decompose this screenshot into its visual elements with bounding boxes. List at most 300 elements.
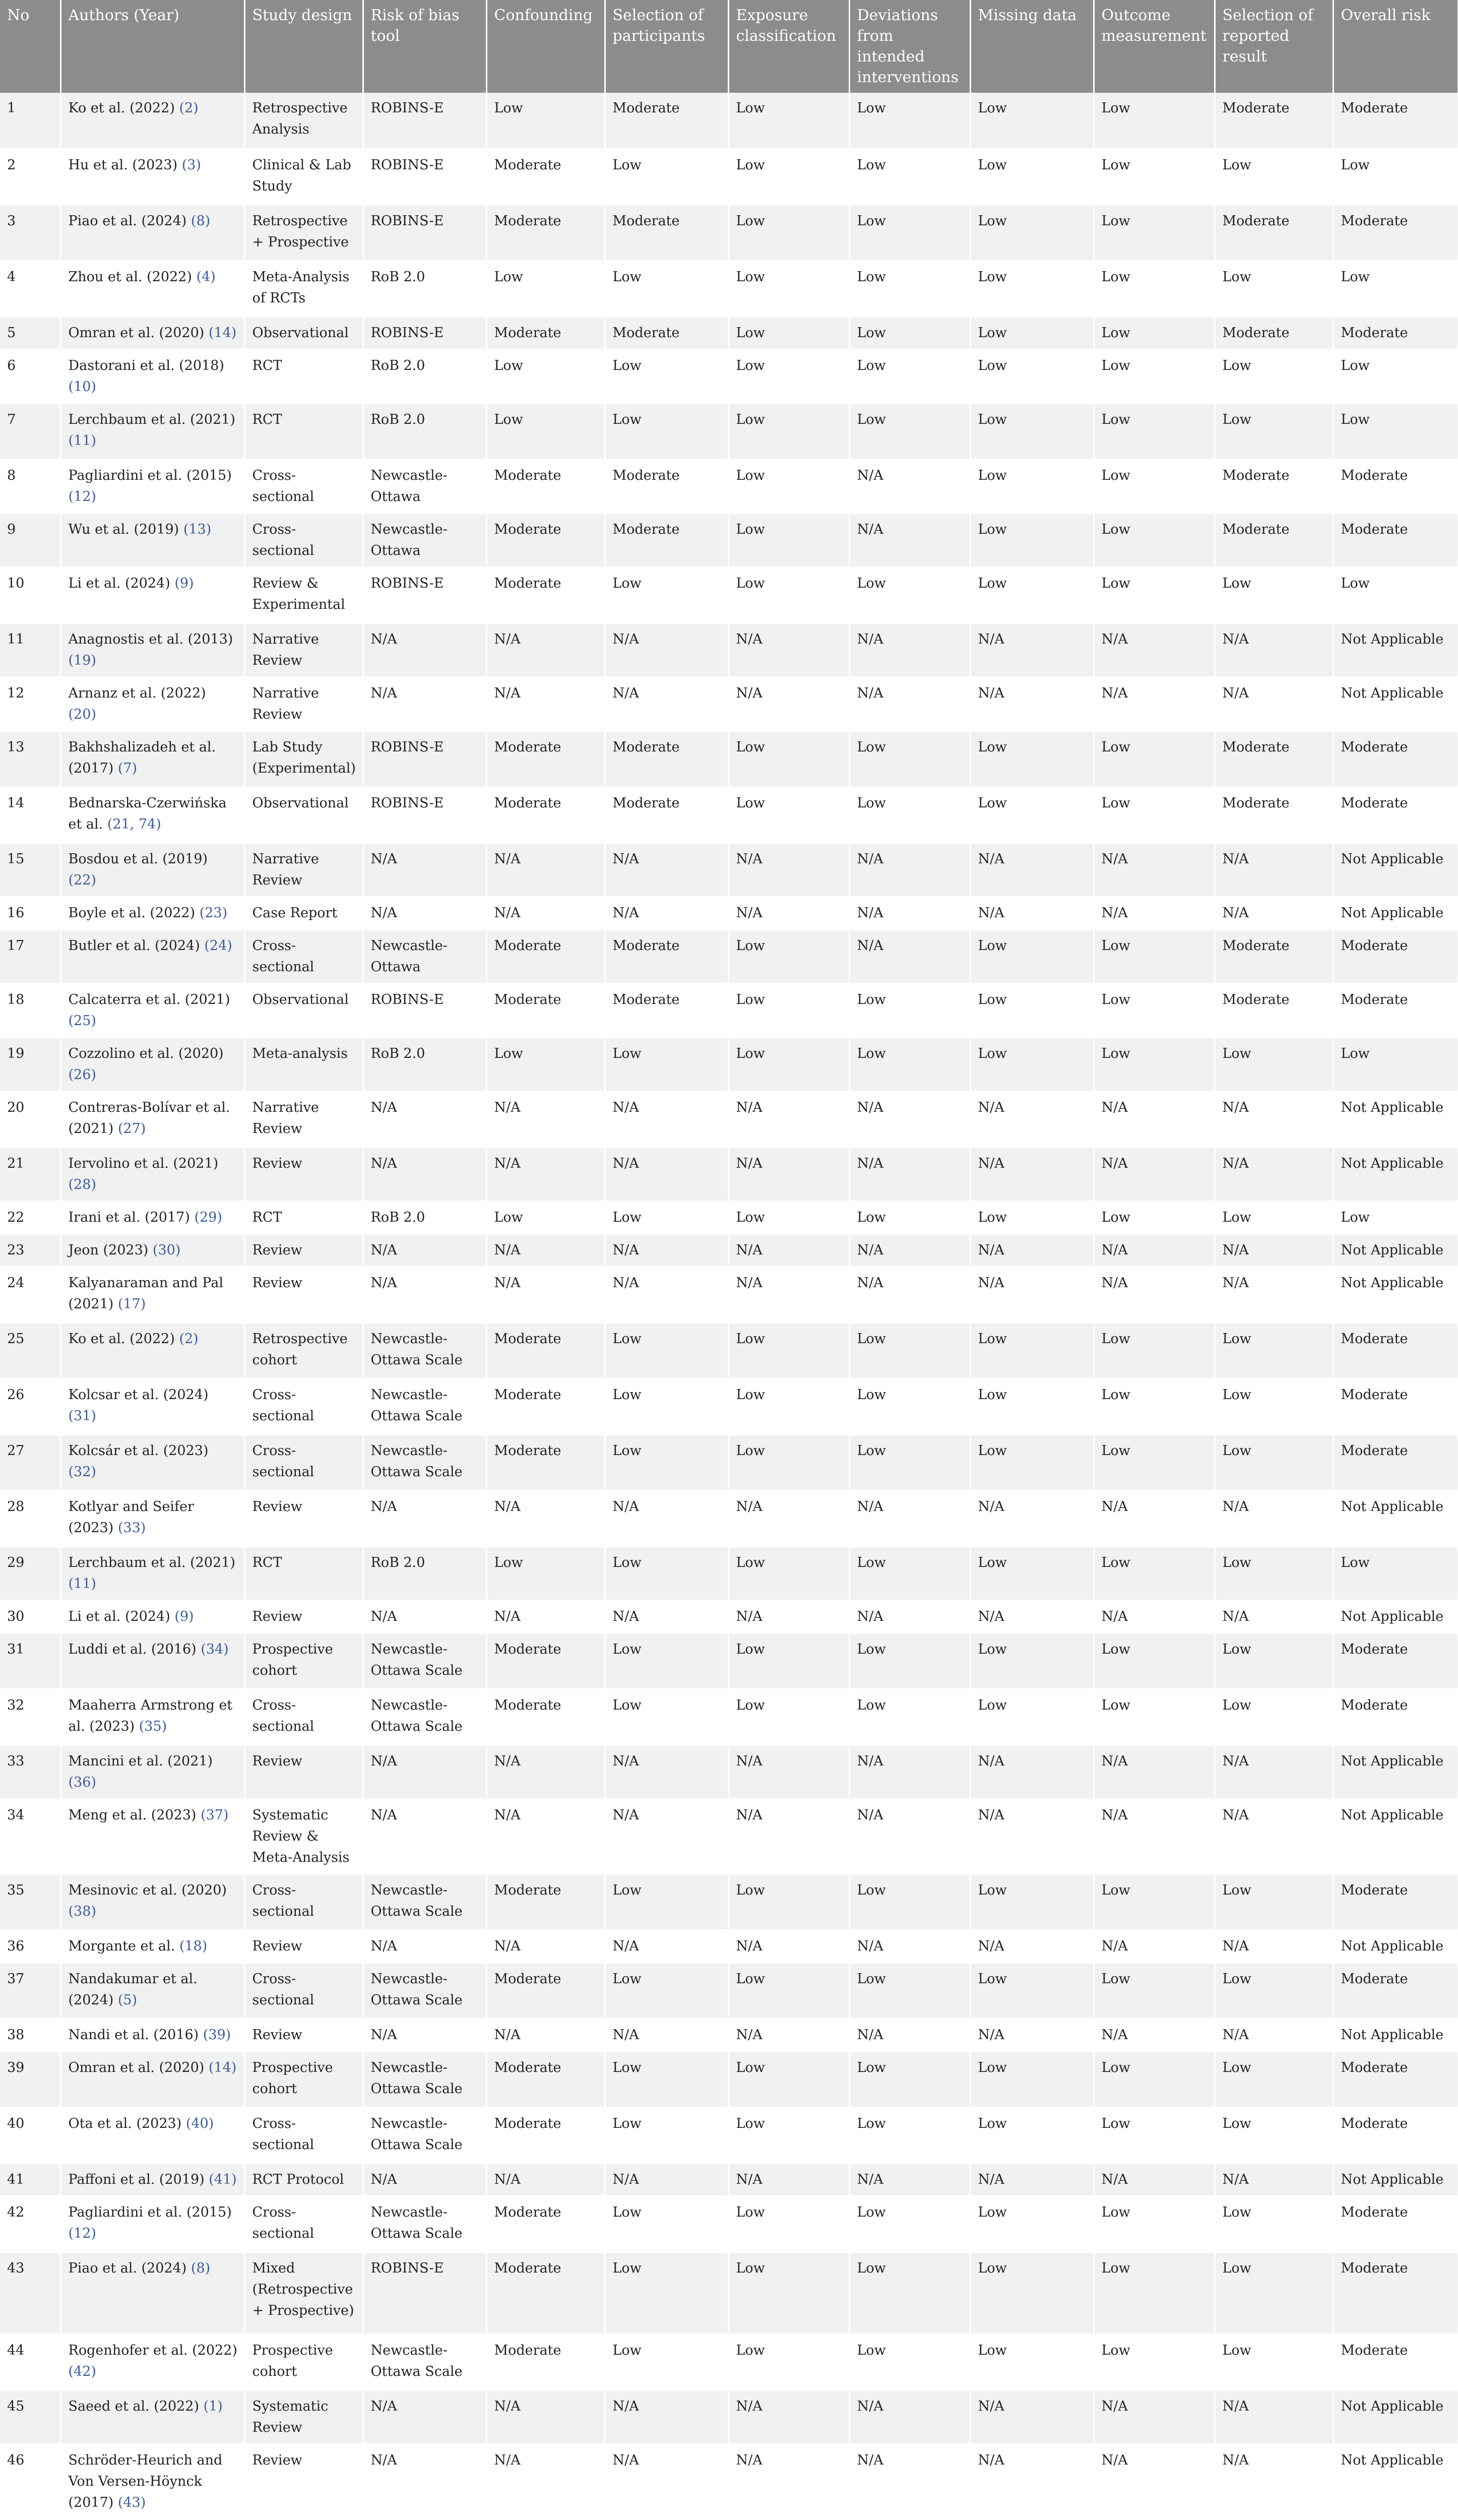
reference-link[interactable]: (28) (68, 1176, 96, 1192)
reference-link[interactable]: (13) (183, 521, 212, 537)
cell-overall-risk: Not Applicable (1333, 1799, 1458, 1874)
cell-study-design: Narrative Review (244, 677, 363, 731)
cell-exposure-classification: Low (728, 983, 849, 1037)
cell-deviations: Low (849, 567, 970, 623)
cell-risk-of-bias-tool: Newcastle-Ottawa Scale (363, 1689, 486, 1745)
table-row (0, 2444, 1458, 2519)
cell-selection-of-participants: N/A (605, 2390, 728, 2444)
table-row (0, 513, 1458, 567)
reference-link[interactable]: (8) (191, 2260, 211, 2276)
cell-study-design: RCT (244, 403, 363, 459)
cell-confounding: Moderate (486, 929, 605, 983)
cell-overall-risk: Moderate (1333, 1874, 1458, 1930)
reference-link[interactable]: (32) (68, 1464, 96, 1480)
reference-link[interactable]: (25) (68, 1013, 96, 1029)
cell-selection-of-participants: N/A (605, 1490, 728, 1546)
cell-deviations: N/A (849, 1799, 970, 1874)
reference-link[interactable]: (5) (117, 1992, 138, 2008)
cell-outcome-measurement: Low (1094, 1201, 1215, 1234)
cell-overall-risk: Moderate (1333, 1322, 1458, 1378)
cell-deviations: Low (849, 1689, 970, 1745)
cell-selection-of-participants: Low (605, 2107, 728, 2163)
cell-exposure-classification: N/A (728, 1234, 849, 1267)
cell-selection-of-reported-result: Low (1215, 1434, 1333, 1490)
cell-selection-of-reported-result: N/A (1215, 2444, 1333, 2519)
cell-no: 23 (0, 1234, 60, 1267)
cell-selection-of-participants: Low (605, 2196, 728, 2252)
author-text: Meng et al. (2023) (68, 1807, 201, 1823)
cell-authors-year (60, 2334, 244, 2390)
cell-authors-year (60, 513, 244, 567)
cell-selection-of-reported-result: Low (1215, 2196, 1333, 2252)
cell-exposure-classification: Low (728, 1546, 849, 1600)
cell-no: 26 (0, 1378, 60, 1434)
cell-confounding: N/A (486, 2390, 605, 2444)
cell-overall-risk: Not Applicable (1333, 2163, 1458, 2196)
author-text: Piao et al. (2024) (68, 2260, 191, 2276)
cell-overall-risk: Not Applicable (1333, 2444, 1458, 2519)
cell-deviations: Low (849, 149, 970, 205)
reference-link[interactable]: (39) (203, 2027, 231, 2043)
reference-link[interactable]: (19) (68, 652, 96, 668)
cell-outcome-measurement: Low (1094, 513, 1215, 567)
cell-overall-risk: Not Applicable (1333, 1600, 1458, 1633)
reference-link[interactable]: (14) (208, 325, 237, 341)
cell-selection-of-participants: Low (605, 349, 728, 403)
cell-risk-of-bias-tool: ROBINS-E (363, 317, 486, 349)
cell-risk-of-bias-tool: ROBINS-E (363, 149, 486, 205)
cell-selection-of-reported-result: Low (1215, 403, 1333, 459)
cell-risk-of-bias-tool: ROBINS-E (363, 787, 486, 843)
cell-missing-data: N/A (970, 1930, 1094, 1963)
cell-missing-data: Low (970, 93, 1094, 149)
cell-overall-risk: Moderate (1333, 459, 1458, 513)
cell-confounding: N/A (486, 677, 605, 731)
cell-outcome-measurement: Low (1094, 1037, 1215, 1091)
cell-confounding: Moderate (486, 983, 605, 1037)
author-text: Bakhshalizadeh et al. (2017) (68, 739, 216, 776)
cell-deviations: N/A (849, 459, 970, 513)
cell-missing-data: N/A (970, 1799, 1094, 1874)
cell-study-design: Review (244, 1267, 363, 1322)
cell-exposure-classification: N/A (728, 2390, 849, 2444)
cell-confounding: Low (486, 349, 605, 403)
author-text: Li et al. (2024) (68, 575, 175, 591)
cell-selection-of-reported-result: N/A (1215, 623, 1333, 677)
cell-missing-data: N/A (970, 1234, 1094, 1267)
cell-deviations: N/A (849, 1234, 970, 1267)
cell-overall-risk: Moderate (1333, 2051, 1458, 2107)
cell-authors-year (60, 1234, 244, 1267)
cell-exposure-classification: Low (728, 403, 849, 459)
table-row (0, 1874, 1458, 1930)
reference-link[interactable]: (36) (68, 1774, 96, 1790)
reference-link[interactable]: (37) (201, 1807, 229, 1823)
cell-outcome-measurement: Low (1094, 93, 1215, 149)
cell-no: 16 (0, 897, 60, 929)
cell-study-design: Meta-analysis (244, 1037, 363, 1091)
cell-selection-of-participants: Moderate (605, 731, 728, 787)
reference-link[interactable]: (14) (208, 2059, 237, 2075)
author-text: Rogenhofer et al. (2022) (68, 2342, 237, 2358)
reference-link[interactable]: (3) (181, 157, 201, 173)
cell-missing-data: Low (970, 2196, 1094, 2252)
cell-risk-of-bias-tool: Newcastle-Ottawa Scale (363, 2196, 486, 2252)
cell-selection-of-reported-result: N/A (1215, 2019, 1333, 2051)
cell-missing-data: Low (970, 983, 1094, 1037)
cell-study-design: Narrative Review (244, 843, 363, 897)
cell-selection-of-reported-result: N/A (1215, 897, 1333, 929)
cell-exposure-classification: Low (728, 2252, 849, 2334)
cell-exposure-classification: N/A (728, 1930, 849, 1963)
table-row (0, 1546, 1458, 1600)
reference-link[interactable]: (8) (191, 213, 211, 229)
header-selection-of-reported-result: Selection of reported result (1215, 0, 1333, 93)
cell-study-design: Review (244, 1745, 363, 1799)
cell-overall-risk: Not Applicable (1333, 623, 1458, 677)
cell-study-design: Retrospective Analysis (244, 93, 363, 149)
cell-outcome-measurement: N/A (1094, 2019, 1215, 2051)
cell-missing-data: Low (970, 1322, 1094, 1378)
table-row (0, 1689, 1458, 1745)
cell-deviations: N/A (849, 897, 970, 929)
table-row (0, 2019, 1458, 2051)
cell-exposure-classification: N/A (728, 1600, 849, 1633)
reference-link[interactable]: (1) (203, 2398, 223, 2414)
cell-exposure-classification: Low (728, 2196, 849, 2252)
author-text: Pagliardini et al. (2015) (68, 2204, 232, 2220)
cell-risk-of-bias-tool: N/A (363, 623, 486, 677)
reference-link[interactable]: (10) (68, 379, 96, 395)
author-text: Kolcsár et al. (2023) (68, 1442, 209, 1459)
reference-link[interactable]: (22) (68, 872, 96, 888)
cell-outcome-measurement: Low (1094, 459, 1215, 513)
cell-no: 9 (0, 513, 60, 567)
cell-authors-year (60, 2051, 244, 2107)
author-text: Ko et al. (2022) (68, 1331, 179, 1347)
cell-no: 10 (0, 567, 60, 623)
cell-selection-of-participants: N/A (605, 1600, 728, 1633)
cell-exposure-classification: N/A (728, 1490, 849, 1546)
cell-selection-of-participants: N/A (605, 843, 728, 897)
cell-exposure-classification: Low (728, 2107, 849, 2163)
author-text: Mesinovic et al. (2020) (68, 1882, 227, 1898)
reference-link[interactable]: (26) (68, 1066, 96, 1083)
cell-outcome-measurement: N/A (1094, 897, 1215, 929)
cell-missing-data: Low (970, 1963, 1094, 2019)
cell-overall-risk: Low (1333, 403, 1458, 459)
cell-selection-of-reported-result: Moderate (1215, 513, 1333, 567)
cell-selection-of-participants: N/A (605, 1799, 728, 1874)
cell-exposure-classification: N/A (728, 2019, 849, 2051)
cell-study-design: Clinical & Lab Study (244, 149, 363, 205)
cell-missing-data: Low (970, 2252, 1094, 2334)
reference-link[interactable]: (9) (174, 1608, 194, 1624)
author-text: Contreras-Bolívar et al. (2021) (68, 1099, 230, 1137)
cell-risk-of-bias-tool: N/A (363, 2163, 486, 2196)
cell-study-design: Prospective cohort (244, 2334, 363, 2390)
cell-overall-risk: Not Applicable (1333, 1930, 1458, 1963)
reference-link[interactable]: (33) (117, 1520, 146, 1536)
reference-link[interactable]: (4) (196, 269, 216, 285)
cell-exposure-classification: Low (728, 1322, 849, 1378)
cell-missing-data: Low (970, 205, 1094, 261)
cell-deviations: N/A (849, 623, 970, 677)
author-text: Cozzolino et al. (2020) (68, 1045, 224, 1061)
cell-confounding: Moderate (486, 1434, 605, 1490)
cell-risk-of-bias-tool: Newcastle-Ottawa Scale (363, 1322, 486, 1378)
cell-outcome-measurement: Low (1094, 317, 1215, 349)
cell-overall-risk: Moderate (1333, 2252, 1458, 2334)
cell-study-design: Cross-sectional (244, 1434, 363, 1490)
cell-overall-risk: Not Applicable (1333, 677, 1458, 731)
table-row (0, 897, 1458, 929)
cell-study-design: Cross-sectional (244, 459, 363, 513)
cell-no: 42 (0, 2196, 60, 2252)
cell-selection-of-participants: Low (605, 1874, 728, 1930)
cell-selection-of-reported-result: Moderate (1215, 93, 1333, 149)
cell-risk-of-bias-tool: N/A (363, 1745, 486, 1799)
cell-authors-year (60, 929, 244, 983)
cell-overall-risk: Moderate (1333, 929, 1458, 983)
reference-link[interactable]: (2) (179, 1331, 199, 1347)
cell-deviations: Low (849, 787, 970, 843)
cell-confounding: Moderate (486, 2334, 605, 2390)
cell-no: 22 (0, 1201, 60, 1234)
table-row (0, 1378, 1458, 1434)
cell-authors-year (60, 2252, 244, 2334)
reference-link[interactable]: (11) (68, 432, 96, 449)
cell-exposure-classification: Low (728, 1434, 849, 1490)
cell-deviations: N/A (849, 843, 970, 897)
cell-no: 18 (0, 983, 60, 1037)
cell-no: 14 (0, 787, 60, 843)
cell-study-design: Review (244, 1930, 363, 1963)
cell-missing-data: N/A (970, 1091, 1094, 1147)
reference-link[interactable]: (27) (117, 1120, 146, 1137)
cell-exposure-classification: N/A (728, 2444, 849, 2519)
cell-overall-risk: Moderate (1333, 2334, 1458, 2390)
cell-selection-of-participants: N/A (605, 1267, 728, 1322)
cell-overall-risk: Low (1333, 1546, 1458, 1600)
author-text: Schröder-Heurich and Von Versen-Höynck (2017) (68, 2452, 223, 2510)
cell-selection-of-participants: N/A (605, 2019, 728, 2051)
cell-overall-risk: Moderate (1333, 205, 1458, 261)
cell-missing-data: Low (970, 261, 1094, 317)
author-text: Ko et al. (2022) (68, 100, 179, 116)
author-text: Wu et al. (2019) (68, 521, 183, 537)
cell-missing-data: N/A (970, 677, 1094, 731)
cell-selection-of-participants: N/A (605, 2163, 728, 2196)
cell-deviations: Low (849, 1434, 970, 1490)
table-row (0, 459, 1458, 513)
table-row (0, 1745, 1458, 1799)
cell-authors-year (60, 677, 244, 731)
cell-confounding: Low (486, 1546, 605, 1600)
reference-link[interactable]: (40) (185, 2115, 214, 2131)
cell-confounding: Moderate (486, 2252, 605, 2334)
cell-exposure-classification: Low (728, 1378, 849, 1434)
cell-risk-of-bias-tool: N/A (363, 1091, 486, 1147)
cell-missing-data: N/A (970, 2390, 1094, 2444)
cell-study-design: RCT (244, 349, 363, 403)
cell-selection-of-participants: Low (605, 261, 728, 317)
cell-overall-risk: Moderate (1333, 1689, 1458, 1745)
cell-selection-of-reported-result: N/A (1215, 1745, 1333, 1799)
cell-authors-year (60, 1745, 244, 1799)
reference-link[interactable]: (43) (117, 2494, 146, 2510)
table-row (0, 929, 1458, 983)
reference-link[interactable]: (12) (68, 488, 96, 505)
cell-missing-data: N/A (970, 1267, 1094, 1322)
reference-link[interactable]: (9) (174, 575, 194, 591)
reference-link[interactable]: (38) (68, 1903, 96, 1919)
cell-outcome-measurement: N/A (1094, 1600, 1215, 1633)
cell-no: 13 (0, 731, 60, 787)
cell-authors-year (60, 1201, 244, 1234)
reference-link[interactable]: (31) (68, 1408, 96, 1424)
cell-exposure-classification: Low (728, 261, 849, 317)
cell-overall-risk: Not Applicable (1333, 2390, 1458, 2444)
cell-selection-of-reported-result: Low (1215, 1201, 1333, 1234)
cell-missing-data: Low (970, 731, 1094, 787)
cell-authors-year (60, 1963, 244, 2019)
cell-confounding: Moderate (486, 567, 605, 623)
cell-confounding: Moderate (486, 1633, 605, 1689)
cell-confounding: Low (486, 1037, 605, 1091)
table-row (0, 1930, 1458, 1963)
cell-risk-of-bias-tool: N/A (363, 1267, 486, 1322)
reference-link[interactable]: (41) (209, 2171, 237, 2187)
author-text: Kotlyar and Seifer (2023) (68, 1498, 194, 1536)
cell-exposure-classification: Low (728, 1037, 849, 1091)
cell-deviations: N/A (849, 2019, 970, 2051)
cell-deviations: Low (849, 2051, 970, 2107)
cell-no: 39 (0, 2051, 60, 2107)
cell-exposure-classification: Low (728, 149, 849, 205)
cell-study-design: Mixed (Retrospective + Prospective) (244, 2252, 363, 2334)
header-risk-of-bias-tool: Risk of bias tool (363, 0, 486, 93)
cell-outcome-measurement: N/A (1094, 2444, 1215, 2519)
cell-study-design: Retrospective + Prospective (244, 205, 363, 261)
cell-deviations: N/A (849, 1091, 970, 1147)
cell-overall-risk: Moderate (1333, 1434, 1458, 1490)
cell-no: 43 (0, 2252, 60, 2334)
cell-authors-year (60, 317, 244, 349)
cell-selection-of-reported-result: Moderate (1215, 459, 1333, 513)
cell-risk-of-bias-tool: ROBINS-E (363, 2252, 486, 2334)
cell-exposure-classification: N/A (728, 1267, 849, 1322)
cell-missing-data: N/A (970, 1490, 1094, 1546)
author-text: Hu et al. (2023) (68, 157, 182, 173)
reference-link[interactable]: (35) (139, 1718, 167, 1734)
cell-missing-data: Low (970, 787, 1094, 843)
reference-link[interactable]: (42) (68, 2363, 96, 2379)
cell-risk-of-bias-tool: Newcastle-Ottawa Scale (363, 2107, 486, 2163)
cell-risk-of-bias-tool: N/A (363, 1930, 486, 1963)
cell-study-design: Review (244, 1147, 363, 1201)
table-row (0, 403, 1458, 459)
cell-deviations: N/A (849, 2444, 970, 2519)
cell-study-design: Cross-sectional (244, 1689, 363, 1745)
cell-confounding: Moderate (486, 1963, 605, 2019)
cell-authors-year (60, 1267, 244, 1322)
table-row (0, 1091, 1458, 1147)
cell-exposure-classification: N/A (728, 2163, 849, 2196)
cell-no: 36 (0, 1930, 60, 1963)
author-text: Boyle et al. (2022) (68, 905, 200, 921)
author-text: Piao et al. (2024) (68, 213, 191, 229)
cell-authors-year (60, 983, 244, 1037)
header-study-design: Study design (244, 0, 363, 93)
cell-deviations: N/A (849, 1745, 970, 1799)
cell-outcome-measurement: Low (1094, 2252, 1215, 2334)
cell-deviations: N/A (849, 1930, 970, 1963)
cell-missing-data: Low (970, 1874, 1094, 1930)
cell-missing-data: Low (970, 929, 1094, 983)
reference-link[interactable]: (20) (68, 706, 96, 722)
table-row (0, 2252, 1458, 2334)
cell-deviations: N/A (849, 1267, 970, 1322)
reference-link[interactable]: (11) (68, 1576, 96, 1592)
reference-link[interactable]: (30) (152, 1242, 181, 1258)
reference-link[interactable]: (12) (68, 2225, 96, 2241)
cell-confounding: N/A (486, 623, 605, 677)
author-text: Dastorani et al. (2018) (68, 357, 224, 373)
cell-outcome-measurement: N/A (1094, 1745, 1215, 1799)
reference-link[interactable]: (23) (199, 905, 228, 921)
cell-risk-of-bias-tool: Newcastle-Ottawa Scale (363, 1434, 486, 1490)
cell-confounding: Moderate (486, 1874, 605, 1930)
cell-selection-of-participants: Low (605, 1201, 728, 1234)
cell-selection-of-participants: N/A (605, 1234, 728, 1267)
cell-overall-risk: Low (1333, 1037, 1458, 1091)
cell-confounding: N/A (486, 2444, 605, 2519)
reference-link[interactable]: (24) (204, 937, 232, 954)
cell-confounding: N/A (486, 1490, 605, 1546)
cell-no: 33 (0, 1745, 60, 1799)
cell-selection-of-reported-result: Moderate (1215, 983, 1333, 1037)
table-row (0, 983, 1458, 1037)
cell-risk-of-bias-tool: N/A (363, 1600, 486, 1633)
cell-outcome-measurement: N/A (1094, 843, 1215, 897)
reference-link[interactable]: (17) (117, 1296, 146, 1312)
cell-overall-risk: Not Applicable (1333, 1267, 1458, 1322)
cell-risk-of-bias-tool: ROBINS-E (363, 93, 486, 149)
cell-study-design: Review (244, 1600, 363, 1633)
reference-link[interactable]: (7) (117, 760, 138, 776)
cell-outcome-measurement: N/A (1094, 1234, 1215, 1267)
cell-authors-year (60, 403, 244, 459)
cell-overall-risk: Not Applicable (1333, 897, 1458, 929)
cell-missing-data: N/A (970, 623, 1094, 677)
cell-selection-of-participants: Moderate (605, 929, 728, 983)
reference-link[interactable]: (29) (194, 1209, 222, 1225)
cell-authors-year (60, 1633, 244, 1689)
cell-missing-data: Low (970, 567, 1094, 623)
reference-link[interactable]: (18) (179, 1938, 208, 1954)
cell-missing-data: N/A (970, 843, 1094, 897)
cell-confounding: N/A (486, 1147, 605, 1201)
cell-selection-of-participants: N/A (605, 677, 728, 731)
cell-overall-risk: Low (1333, 567, 1458, 623)
reference-link[interactable]: (34) (201, 1641, 229, 1657)
reference-link[interactable]: (2) (179, 100, 199, 116)
cell-authors-year (60, 261, 244, 317)
cell-selection-of-participants: Low (605, 1546, 728, 1600)
cell-overall-risk: Not Applicable (1333, 1147, 1458, 1201)
reference-link[interactable]: (21, 74) (107, 816, 161, 832)
